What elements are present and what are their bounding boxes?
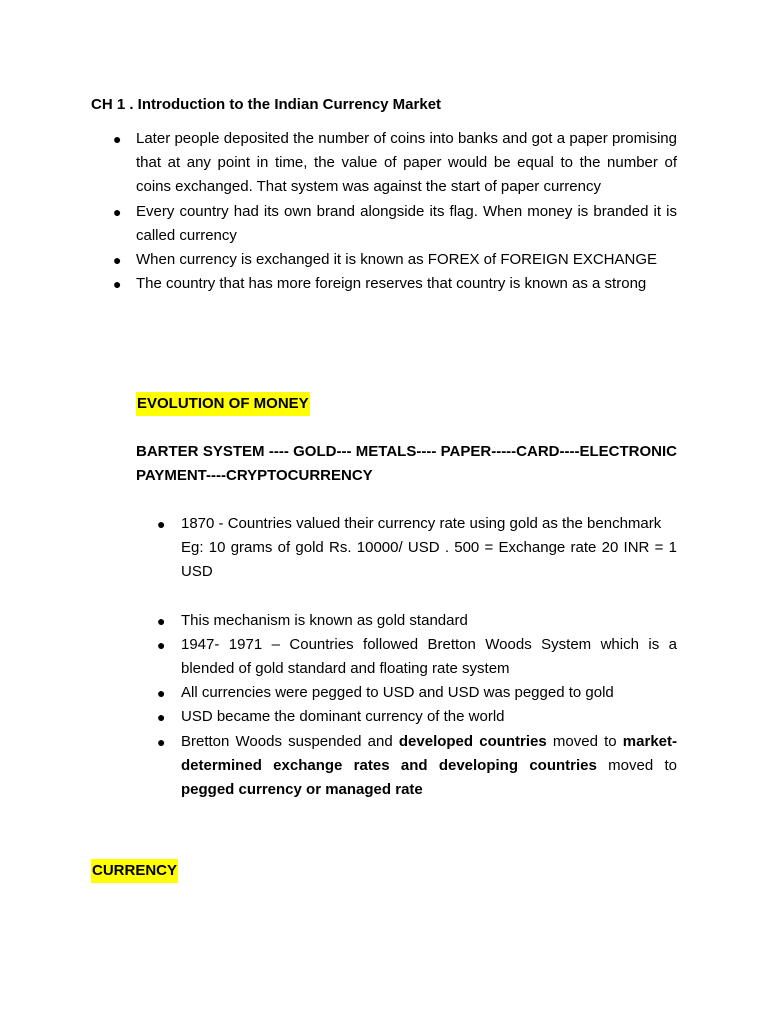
timeline-line-1: BARTER SYSTEM ---- GOLD--- METALS---- PAPER-----CARD----ELECTRONIC (136, 443, 677, 460)
bullet-icon: ● (157, 612, 166, 629)
example-text: Eg: 10 grams of gold Rs. 10000/ USD . 500 = Exchange rate 20 INR = 1 USD (181, 539, 677, 581)
text-run: moved to (596, 756, 678, 774)
highlighted-section-label: CURRENCY (91, 859, 178, 883)
list-item (113, 127, 677, 200)
bullet-icon: ● (157, 733, 166, 750)
text-run: Bretton Woods suspended and (181, 732, 399, 750)
section-title-evolution (136, 392, 310, 416)
list-item (157, 609, 677, 633)
list-item-text: All currencies were pegged to USD and USD was pegged to gold (181, 684, 614, 702)
chapter-heading: CH 1 . Introduction to the Indian Currency Market (91, 96, 442, 113)
list-item-text: Later people deposited the number of coins into banks and got a paper promising that at any point in time, the value of paper would be equal to the number of coins exchanged. That system was against the start of paper currency (136, 130, 677, 196)
bullet-icon: ● (157, 685, 166, 702)
bold-text-run: market-determined exchange rates and developing countries (181, 732, 677, 774)
list-item-text: When currency is exchanged it is known as FOREX of FOREIGN EXCHANGE (136, 251, 658, 269)
list-item-text: USD became the dominant currency of the world (181, 708, 505, 726)
list-item-text: 1870 - Countries valued their currency rate using gold as the benchmark (181, 515, 662, 532)
list-item (157, 512, 677, 585)
bullet-icon: ● (157, 636, 166, 653)
bullet-icon: ● (113, 131, 122, 147)
highlighted-section-label: EVOLUTION OF MONEY (136, 392, 310, 416)
intro-bullet-list (113, 127, 677, 296)
money-evolution-timeline (136, 440, 677, 488)
list-item (113, 248, 677, 272)
bold-text-run: developed countries (398, 732, 547, 750)
list-item-text: This mechanism is known as gold standard (181, 611, 468, 629)
bullet-icon: ● (157, 516, 166, 532)
list-item-text: The country that has more foreign reserves that country is known as a strong (136, 275, 647, 293)
bold-text-run: pegged currency or managed rate (181, 781, 423, 799)
list-item (113, 272, 677, 296)
bullet-icon: ● (157, 709, 166, 726)
text-run: moved to (546, 732, 623, 750)
list-item-text: 1947- 1971 – Countries followed Bretton Woods System which is a blended of gold standard and floating rate system (181, 635, 677, 678)
bullet-icon: ● (113, 203, 122, 220)
list-item (113, 200, 677, 248)
section-title-currency (91, 859, 178, 883)
timeline-line-2: PAYMENT----CRYPTOCURRENCY (136, 467, 373, 485)
bullet-icon: ● (113, 252, 122, 269)
evolution-bullet-list (157, 512, 678, 802)
list-item (157, 705, 677, 729)
list-item (157, 681, 677, 705)
list-item-text: Every country had its own brand alongside its flag. When money is branded it is called currency (136, 202, 677, 244)
list-item (157, 730, 678, 803)
bullet-icon: ● (113, 276, 122, 293)
list-item (157, 633, 677, 681)
